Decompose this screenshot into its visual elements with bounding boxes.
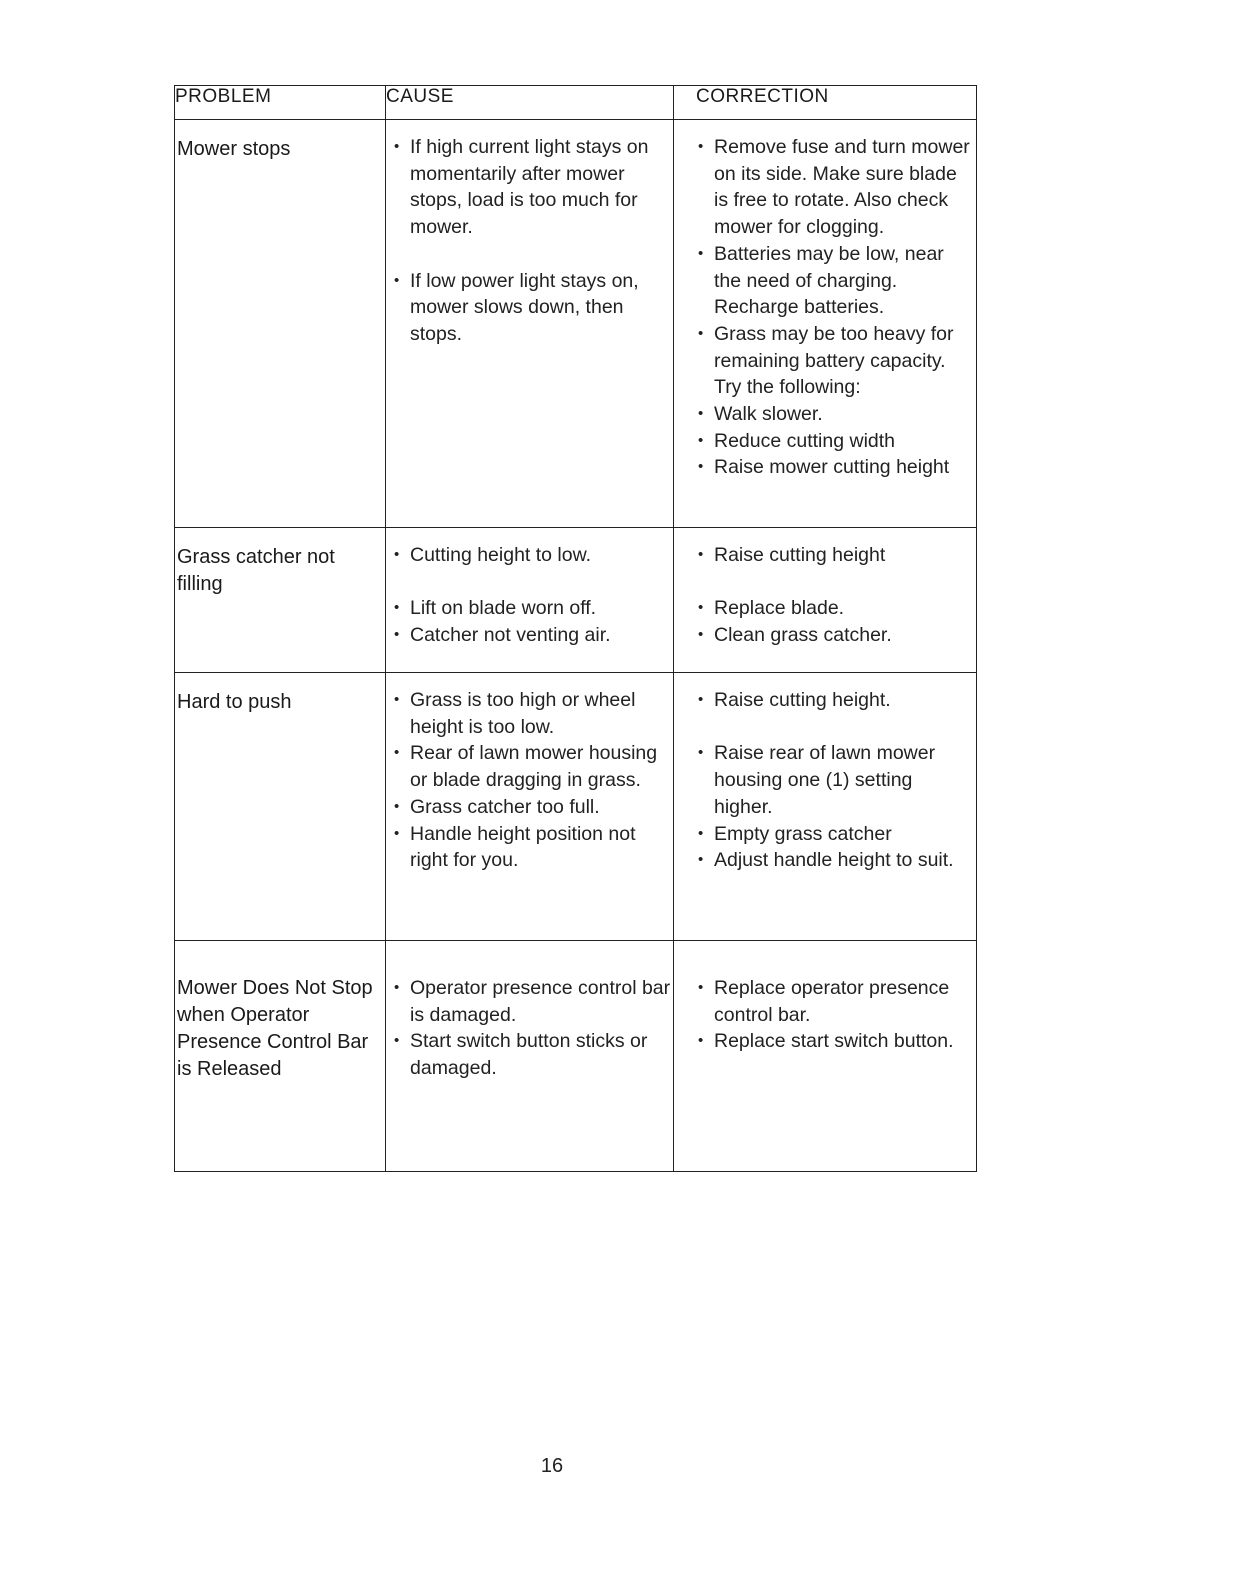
problem-cell: Grass catcher not filling <box>175 528 386 673</box>
table-row <box>175 120 977 528</box>
cause-cell <box>386 941 674 1172</box>
list-item: • Grass may be too heavy for remaining battery capacity. Try the following: <box>696 321 976 401</box>
list-item: • Raise cutting height. <box>696 687 976 714</box>
list-item: • Start switch button sticks or damaged. <box>392 1028 673 1081</box>
list-item: • Walk slower. <box>696 401 976 428</box>
correction-cell <box>674 120 977 528</box>
cause-list <box>386 941 673 1082</box>
list-item: • Grass is too high or wheel height is too low. <box>392 687 673 740</box>
list-item: • Remove fuse and turn mower on its side. Make sure blade is free to rotate. Also check mower for clogging. <box>696 134 976 241</box>
table-header-row <box>175 86 977 120</box>
problem-cell: Mower stops <box>175 120 386 528</box>
cause-list <box>386 673 673 874</box>
cause-cell <box>386 528 674 673</box>
list-item: • If low power light stays on, mower slows down, then stops. <box>392 268 673 348</box>
problem-cell: Mower Does Not Stop when Operator Presence Control Bar is Released <box>175 941 386 1172</box>
cause-cell <box>386 120 674 528</box>
table-row <box>175 528 977 673</box>
list-item: • Grass catcher too full. <box>392 794 673 821</box>
list-item: • Operator presence control bar is damaged. <box>392 975 673 1028</box>
cause-cell <box>386 673 674 941</box>
list-item: • Rear of lawn mower housing or blade dragging in grass. <box>392 740 673 793</box>
list-item: • Catcher not venting air. <box>392 622 673 649</box>
correction-cell <box>674 941 977 1172</box>
correction-list <box>674 673 976 874</box>
list-item: • Cutting height to low. <box>392 542 673 569</box>
cause-list <box>386 120 673 348</box>
list-item: • Raise mower cutting height <box>696 454 976 481</box>
cause-list <box>386 528 673 649</box>
list-item: • Replace blade. <box>696 595 976 622</box>
list-item: • Raise cutting height <box>696 542 976 569</box>
list-item: • Replace start switch button. <box>696 1028 976 1055</box>
list-item: • Batteries may be low, near the need of charging. Recharge batteries. <box>696 241 976 321</box>
table-row <box>175 941 977 1172</box>
list-item: • Lift on blade worn off. <box>392 595 673 622</box>
list-item: • Reduce cutting width <box>696 428 976 455</box>
list-item: • Raise rear of lawn mower housing one (1) setting higher. <box>696 740 976 820</box>
correction-cell <box>674 528 977 673</box>
header-correction: CORRECTION <box>674 86 977 120</box>
header-problem: PROBLEM <box>175 86 386 120</box>
table-row <box>175 673 977 941</box>
list-item: • Clean grass catcher. <box>696 622 976 649</box>
list-item: • If high current light stays on momentarily after mower stops, load is too much for mower. <box>392 134 673 241</box>
list-item: • Empty grass catcher <box>696 821 976 848</box>
correction-list <box>674 120 976 481</box>
page-number: 16 <box>540 1455 564 1477</box>
correction-cell <box>674 673 977 941</box>
header-cause: CAUSE <box>386 86 674 120</box>
troubleshooting-table <box>174 85 977 1172</box>
list-item: • Adjust handle height to suit. <box>696 847 976 874</box>
problem-cell: Hard to push <box>175 673 386 941</box>
correction-list <box>674 528 976 649</box>
list-item: • Replace operator presence control bar. <box>696 975 976 1028</box>
list-item: • Handle height position not right for you. <box>392 821 673 874</box>
correction-list <box>674 941 976 1055</box>
